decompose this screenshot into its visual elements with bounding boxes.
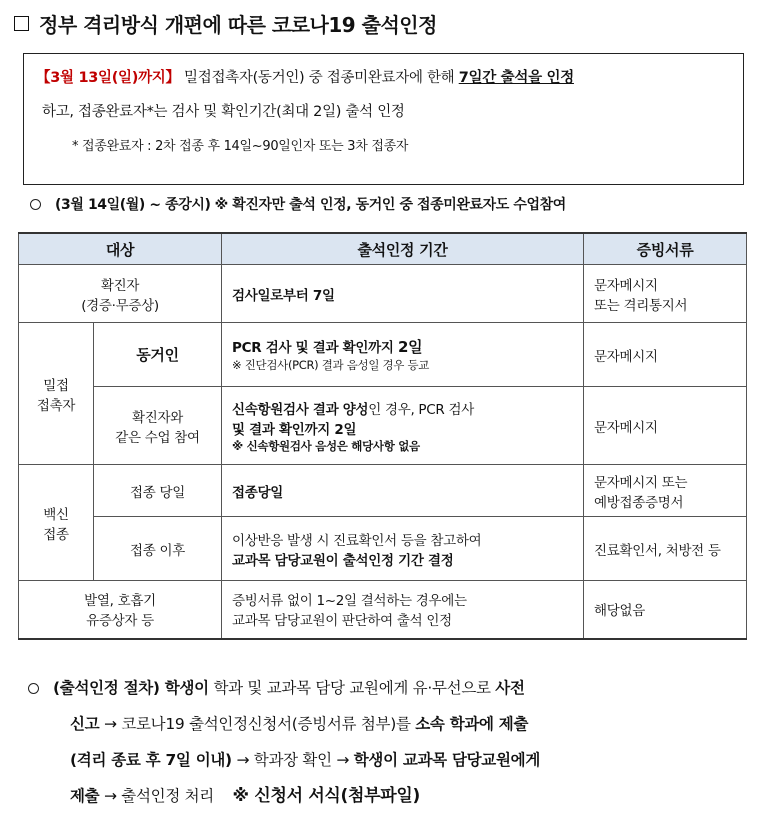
subheading [30, 190, 566, 218]
after-doc: 진료확인서, 처방전 등 [584, 517, 747, 581]
checkbox-icon [14, 16, 29, 31]
confirmed-doc: 문자메시지 또는 격리통지서 [584, 265, 747, 323]
table-row [19, 517, 747, 581]
close-contact-group: 밀접 접촉자 [19, 323, 94, 465]
process-section [28, 670, 748, 814]
after-label: 접종 이후 [94, 517, 222, 581]
cohabitant-label: 동거인 [94, 323, 222, 387]
cohabitant-doc: 문자메시지 [584, 323, 747, 387]
notice-line-1 [36, 66, 574, 87]
classmate-period: 신속항원검사 결과 양성인 경우, PCR 검사 및 결과 확인까지 2일 ※ 신속항원검사 음성은 해당사항 없음 [222, 387, 584, 465]
application-form-link[interactable]: ※ 신청서 서식(첨부파일) [232, 786, 420, 806]
confirmed-period: 검사일로부터 7일 [222, 265, 584, 323]
subheading-note: ※ 확진자만 출석 인정, 동거인 중 접종미완료자도 수업참여 [214, 197, 566, 213]
classmate-label: 확진자와 같은 수업 참여 [94, 387, 222, 465]
same-day-period: 접종당일 [222, 465, 584, 517]
process-line-4: 제출 → 출석인정 처리 ※ 신청서 서식(첨부파일) [70, 786, 420, 806]
table-header-row [19, 233, 747, 265]
notice-box [23, 53, 744, 185]
vaccine-group: 백신 접종 [19, 465, 94, 581]
fever-period: 증빙서류 없이 1~2일 결석하는 경우에는 교과목 담당교원이 판단하여 출석 인정 [222, 581, 584, 639]
bullet-circle-icon [30, 199, 41, 210]
process-line-2: 신고 → 코로나19 출석인정신청서(증빙서류 첨부)를 소속 학과에 제출 [70, 715, 529, 733]
process-line-1: (출석인정 절차) 학생이 학과 및 교과목 담당 교원에게 유·무선으로 사전 [28, 670, 748, 706]
fever-label: 발열, 호흡기 유증상자 등 [19, 581, 222, 639]
table-row [19, 323, 747, 387]
table-row [19, 581, 747, 639]
subheading-date: (3월 14일(월) ~ 종강시) [55, 197, 211, 213]
fever-doc: 해당없음 [584, 581, 747, 639]
header-target: 대상 [19, 233, 222, 265]
same-day-doc: 문자메시지 또는 예방접종증명서 [584, 465, 747, 517]
after-period: 이상반응 발생 시 진료확인서 등을 참고하여 교과목 담당교원이 출석인정 기간 결정 [222, 517, 584, 581]
header-docs: 증빙서류 [584, 233, 747, 265]
notice-line1-text: 밀접접촉자(동거인) 중 접종미완료자에 한해 [179, 70, 459, 86]
page-title [14, 4, 437, 42]
table-row [19, 265, 747, 323]
notice-deadline: 【3월 13일(일)까지】 [36, 70, 180, 86]
same-day-label: 접종 당일 [94, 465, 222, 517]
bullet-circle-icon [28, 683, 39, 694]
page-title-text: 정부 격리방식 개편에 따른 코로나19 출석인정 [39, 12, 437, 37]
process-line-3: (격리 종료 후 7일 이내) → 학과장 확인 → 학생이 교과목 담당교원에게 [70, 751, 540, 769]
header-period: 출석인정 기간 [222, 233, 584, 265]
cohabitant-period: PCR 검사 및 결과 확인까지 2일 ※ 진단검사(PCR) 결과 음성일 경우 등교 [222, 323, 584, 387]
attendance-table [18, 232, 747, 640]
classmate-doc: 문자메시지 [584, 387, 747, 465]
notice-line1-emph: 7일간 출석을 인정 [458, 70, 574, 86]
table-row [19, 387, 747, 465]
table-row [19, 465, 747, 517]
notice-line-2: 하고, 접종완료자*는 검사 및 확인기간(최대 2일) 출석 인정 [42, 104, 405, 120]
confirmed-label: 확진자 (경증·무증상) [19, 265, 222, 323]
notice-line-3: * 접종완료자 : 2차 접종 후 14일~90일인자 또는 3차 접종자 [72, 139, 409, 154]
